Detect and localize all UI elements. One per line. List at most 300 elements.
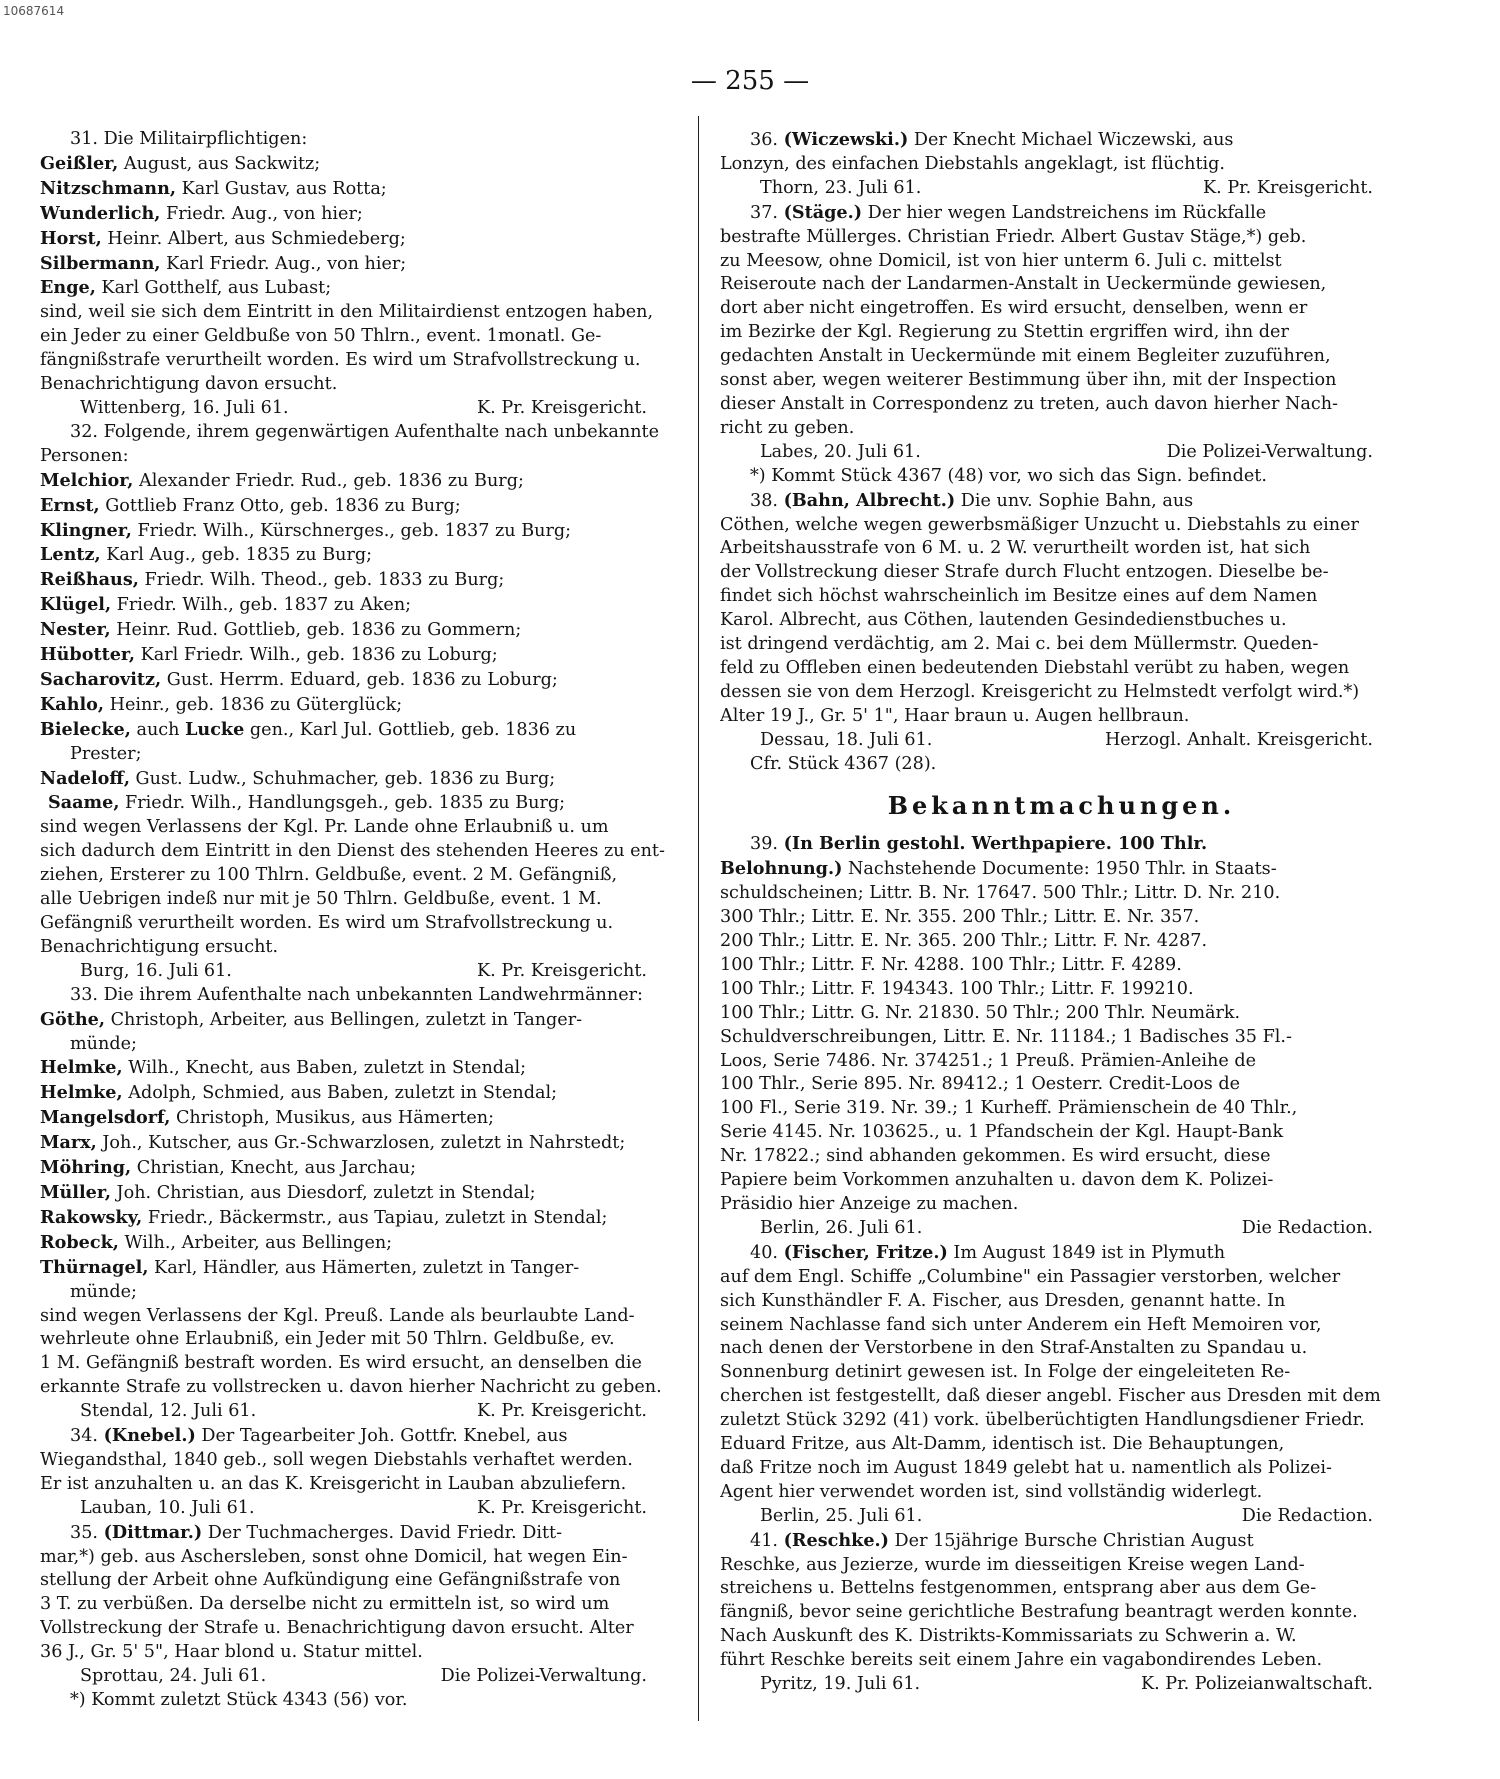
issuing-authority: Die Redaction. [1241, 1505, 1373, 1526]
issuing-authority: Die Polizei-Verwaltung. [440, 1666, 647, 1687]
text-line [720, 1337, 1403, 1361]
text-segment: Heinr. Albert, aus Schmiedeberg; [101, 228, 406, 249]
text-segment: dessen sie von dem Herzogl. Kreisgericht zu Helmstedt verfolgt wird.*) [720, 681, 1360, 702]
text-line [40, 1206, 677, 1231]
text-line [720, 633, 1403, 657]
text-line [720, 1554, 1403, 1578]
highlighted-name: Kahlo, [40, 693, 105, 715]
text-segment: sich dadurch dem Eintritt in den Dienst des stehenden Heeres zu ent- [40, 841, 665, 862]
text-line [40, 668, 677, 693]
text-segment: sind, weil sie sich dem Eintritt in den Militairdienst entzogen haben, [40, 302, 654, 323]
signature-line [40, 1400, 677, 1424]
text-segment: feld zu Offleben einen bedeutenden Diebstahl verübt zu haben, wegen [720, 657, 1350, 678]
text-segment: 100 Thlr.; Littr. F. 194343. 100 Thlr.; Littr. F. 199210. [720, 978, 1194, 999]
text-line [40, 1231, 677, 1256]
highlighted-name: Sacharovitz, [40, 668, 162, 690]
text-segment: cherchen ist festgestellt, daß dieser angebl. Fischer aus Dresden mit dem [720, 1386, 1381, 1407]
text-segment: Christian, Knecht, aus Jarchau; [131, 1158, 416, 1179]
highlighted-name: Hübotter, [40, 644, 136, 666]
text-line [40, 1569, 677, 1593]
text-line [40, 519, 677, 544]
text-line [40, 1376, 677, 1400]
text-segment: Heinr., geb. 1836 zu Güterglück; [104, 694, 403, 715]
highlighted-name: Marx, [40, 1132, 97, 1154]
highlighted-name: Geißler, [40, 152, 119, 174]
text-segment: 35. [70, 1522, 104, 1543]
text-segment: Joh., Kutscher, aus Gr.-Schwarzlosen, zuletzt in Nahrstedt; [96, 1133, 626, 1154]
text-line [40, 984, 677, 1008]
text-line [40, 1521, 677, 1546]
place-date: Wittenberg, 16. Juli 61. [80, 397, 289, 418]
text-line [720, 1050, 1403, 1074]
text-segment: erkannte Strafe zu vollstrecken u. davon hierher Nachricht zu geben. [40, 1377, 662, 1398]
text-segment: Karl, Händler, aus Hämerten, zuletzt in Tanger- [148, 1257, 580, 1278]
highlighted-name: Ernst, [40, 494, 100, 516]
text-segment: auf dem Engl. Schiffe „Columbine" ein Passagier verstorben, welcher [720, 1266, 1341, 1287]
text-segment: ein Jeder zu einer Geldbuße von 50 Thlrn., event. 1monatl. Ge- [40, 326, 602, 347]
highlighted-name: Klingner, [40, 519, 132, 541]
text-segment: Benachrichtigung davon ersucht. [40, 374, 338, 395]
issuing-authority: K. Pr. Kreisgericht. [476, 1497, 647, 1518]
highlighted-name: Nitzschmann, [40, 177, 177, 199]
issuing-authority: Die Polizei-Verwaltung. [1166, 441, 1373, 462]
text-line [40, 152, 677, 177]
text-line [40, 276, 677, 301]
text-line [720, 978, 1403, 1002]
text-segment: Friedr. Wilh., Kürschnerges., geb. 1837 zu Burg; [131, 520, 572, 541]
highlighted-name: (Stäge.) [783, 201, 863, 223]
text-segment: 40. [750, 1242, 784, 1263]
text-line [720, 857, 1403, 882]
place-date: Thorn, 23. Juli 61. [760, 177, 922, 198]
text-line [40, 1593, 677, 1617]
text-segment: Personen: [40, 445, 129, 466]
text-line [720, 1073, 1403, 1097]
text-segment: im Bezirke der Kgl. Regierung zu Stettin ergriffen wird, ihn der [720, 322, 1289, 343]
text-segment: ziehen, Ersterer zu 100 Thlrn. Geldbuße, event. 2 M. Gefängniß, [40, 865, 618, 886]
text-segment: Der Knecht Michael Wiczewski, aus [908, 130, 1234, 150]
text-segment: Im August 1849 ist in Plymuth [947, 1242, 1226, 1263]
text-line [40, 791, 677, 816]
place-date: Stendal, 12. Juli 61. [80, 1401, 257, 1422]
highlighted-name: Reißhaus, [40, 569, 139, 591]
text-line [40, 1056, 677, 1081]
text-segment: Reiseroute nach der Landarmen-Anstalt in Ueckermünde gewiesen, [720, 274, 1327, 295]
highlighted-name: Belohnung.) [720, 858, 843, 880]
text-line [720, 585, 1403, 609]
text-segment: 300 Thlr.; Littr. E. Nr. 355. 200 Thlr.; Littr. E. Nr. 357. [720, 907, 1200, 928]
highlighted-name: Mangelsdorf, [40, 1107, 171, 1129]
text-segment: 100 Thlr.; Littr. G. Nr. 21830. 50 Thlr.; 200 Thlr. Neumärk. [720, 1002, 1241, 1023]
text-segment: Eduard Fritze, aus Alt-Damm, identisch ist. Die Behauptungen, [720, 1434, 1285, 1455]
text-segment: schuldscheinen; Littr. B. Nr. 17647. 500 Thlr.; Littr. D. Nr. 210. [720, 883, 1281, 904]
text-segment: Karl Aug., geb. 1835 zu Burg; [100, 545, 373, 566]
text-segment: 36 J., Gr. 5' 5", Haar blond u. Statur mittel. [40, 1642, 423, 1663]
text-line [720, 930, 1403, 954]
text-line [40, 1617, 677, 1641]
text-segment: gedachten Anstalt in Ueckermünde mit einem Begleiter zuzuführen, [720, 346, 1331, 367]
highlighted-name: Thürnagel, [40, 1256, 149, 1278]
text-line [40, 840, 677, 864]
text-segment: zu Meesow, ohne Domicil, ist von hier unterm 6. Juli c. mittelst [720, 250, 1282, 271]
text-segment: Der Tuchmacherges. David Friedr. Ditt- [202, 1522, 563, 1543]
text-line [720, 1529, 1403, 1554]
text-segment: Friedr. Wilh., geb. 1837 zu Aken; [111, 595, 412, 616]
text-line [40, 1106, 677, 1131]
text-segment: *) Kommt zuletzt Stück 4343 (56) vor. [70, 1690, 408, 1710]
text-line [40, 643, 677, 668]
text-segment: Nr. 17822.; sind abhanden gekommen. Es wird ersucht, diese [720, 1146, 1271, 1167]
highlighted-name: (Bahn, Albrecht.) [783, 489, 956, 511]
text-segment: Wilh., Arbeiter, aus Bellingen; [118, 1232, 393, 1253]
text-segment: alle Uebrigen indeß nur mit je 50 Thlrn. Geldbuße, event. 1 M. [40, 889, 602, 910]
text-segment: Papiere beim Vorkommen anzuhalten u. davon dem K. Polizei- [720, 1170, 1274, 1191]
place-date: Sprottau, 24. Juli 61. [80, 1666, 267, 1687]
text-segment: Serie 4145. Nr. 103625., u. 1 Pfandschein der Kgl. Haupt-Bank [720, 1122, 1284, 1143]
text-line [40, 1449, 677, 1473]
text-line [40, 718, 677, 743]
issuing-authority: K. Pr. Polizeianwaltschaft. [1140, 1674, 1373, 1695]
text-segment: *) Kommt Stück 4367 (48) vor, wo sich das Sign. befindet. [750, 465, 1267, 486]
highlighted-name: Saame, [48, 792, 120, 814]
text-line [720, 201, 1403, 226]
text-line [720, 1266, 1403, 1290]
text-segment: Joh. Christian, aus Diesdorf, zuletzt in Stendal; [110, 1182, 536, 1203]
text-segment: Wilh., Knecht, aus Baben, zuletzt in Stendal; [122, 1058, 527, 1079]
text-segment: sind wegen Verlassens der Kgl. Preuß. Lande als beurlaubte Land- [40, 1305, 635, 1326]
page-number: — 255 — [690, 66, 810, 96]
text-line [40, 227, 677, 252]
text-line [720, 1361, 1403, 1385]
highlighted-name: Helmke, [40, 1057, 123, 1079]
text-line [40, 1546, 677, 1570]
signature-line [40, 1497, 677, 1521]
text-line [40, 1156, 677, 1181]
text-segment: richt zu geben. [720, 417, 855, 438]
issuing-authority: K. Pr. Kreisgericht. [476, 960, 647, 981]
text-segment: Karl Gotthelf, aus Lubast; [95, 278, 332, 299]
scan-id: 10687614 [3, 4, 65, 18]
text-line [720, 393, 1403, 417]
text-segment: Karol. Albrecht, aus Cöthen, lautenden Gesindedienstbuches u. [720, 610, 1287, 631]
text-segment: münde; [70, 1033, 137, 1054]
text-line [40, 816, 677, 840]
text-line [40, 1328, 677, 1352]
text-line [720, 369, 1403, 393]
highlighted-name: Silbermann, [40, 252, 161, 274]
place-date: Lauban, 10. Juli 61. [80, 1497, 255, 1518]
text-segment: Prester; [70, 743, 142, 764]
text-line [720, 514, 1403, 538]
text-segment: 37. [750, 202, 784, 223]
text-segment: ist dringend verdächtig, am 2. Mai c. bei dem Müllermstr. Queden- [720, 634, 1319, 655]
text-line [720, 537, 1403, 561]
text-line [40, 568, 677, 593]
text-segment: bestrafte Müllerges. Christian Friedr. Albert Gustav Stäge,*) geb. [720, 226, 1307, 247]
highlighted-name: Klügel, [40, 594, 112, 616]
text-segment: Die unv. Sophie Bahn, aus [955, 490, 1194, 511]
text-line [40, 767, 677, 792]
text-line [40, 202, 677, 227]
text-line [40, 1281, 677, 1305]
text-segment: Friedr. Wilh. Theod., geb. 1833 zu Burg; [138, 570, 505, 591]
text-segment: 38. [750, 490, 784, 511]
highlighted-name: (Reschke.) [783, 1529, 889, 1551]
text-segment: daß Fritze noch im August 1849 gelebt hat u. namentlich als Polizei- [720, 1457, 1332, 1478]
text-segment: Cöthen, welche wegen gewerbsmäßiger Unzucht u. Diebstahls zu einer [720, 514, 1359, 535]
text-segment: wehrleute ohne Erlaubniß, ein Jeder mit 50 Thlrn. Geldbuße, ev. [40, 1329, 615, 1350]
text-line [720, 1026, 1403, 1050]
text-segment: 200 Thlr.; Littr. E. Nr. 365. 200 Thlr.; Littr. F. Nr. 4287. [720, 931, 1208, 951]
text-segment: Wiegandsthal, 1840 geb., soll wegen Diebstahls verhaftet werden. [40, 1449, 633, 1470]
text-segment: Karl Gustav, aus Rotta; [176, 178, 387, 199]
text-line [720, 297, 1403, 321]
text-line [720, 657, 1403, 681]
text-segment: Nach Auskunft des K. Distrikts-Kommissariats zu Schwerin a. W. [720, 1626, 1297, 1647]
text-segment: Adolph, Schmied, aus Baben, zuletzt in Stendal; [122, 1083, 558, 1104]
text-segment: 1 M. Gefängniß bestraft worden. Es wird ersucht, an denselben die [40, 1353, 642, 1374]
text-line [720, 489, 1403, 514]
text-segment: Schuldverschreibungen, Littr. E. Nr. 11184.; 1 Badisches 35 Fl.- [720, 1026, 1292, 1047]
text-segment: 33. Die ihrem Aufenthalte nach unbekannten Landwehrmänner: [70, 984, 643, 1005]
text-segment: Benachrichtigung ersucht. [40, 936, 279, 957]
column-divider [698, 116, 699, 1721]
text-line [40, 864, 677, 888]
text-line [720, 1314, 1403, 1338]
text-segment: Nachstehende Documente: 1950 Thlr. in Staats- [842, 859, 1277, 880]
text-line [40, 494, 677, 519]
text-line [40, 1424, 677, 1449]
signature-line [720, 729, 1403, 753]
text-segment: mar,*) geb. aus Aschersleben, sonst ohne Domicil, hat wegen Ein- [40, 1546, 628, 1567]
text-segment: Reschke, aus Jezierze, wurde im diesseitigen Kreise wegen Land- [720, 1554, 1305, 1575]
text-segment: dort aber nicht eingetroffen. Es wird ersucht, denselben, wenn er [720, 298, 1308, 319]
text-line [720, 1121, 1403, 1145]
text-line [40, 618, 677, 643]
text-segment: seinem Nachlasse fand sich unter Anderem ein Heft Memoiren vor, [720, 1314, 1322, 1335]
text-segment: Der 15jährige Bursche Christian August [888, 1530, 1254, 1551]
text-line [40, 1352, 677, 1376]
text-segment: 32. Folgende, ihrem gegenwärtigen Aufenthalte nach unbekannte [70, 421, 660, 442]
text-segment: 31. Die Militairpflichtigen: [70, 129, 308, 149]
text-segment: auch [130, 719, 186, 740]
text-line [40, 373, 677, 397]
highlighted-name: Göthe, [40, 1008, 105, 1030]
text-segment: Cfr. Stück 4367 (28). [750, 753, 937, 774]
highlighted-name: Enge, [40, 277, 96, 299]
highlighted-name: Lucke [185, 718, 245, 740]
text-segment: Arbeitshausstrafe von 6 M. u. 2 W. verurtheilt worden ist, hat sich [720, 538, 1311, 559]
text-segment: sonst aber, wegen weiterer Bestimmung über ihn, mit der Inspection [720, 370, 1337, 391]
text-line [720, 1457, 1403, 1481]
text-line [720, 128, 1403, 153]
highlighted-name: Möhring, [40, 1157, 132, 1179]
text-line [720, 1433, 1403, 1457]
text-line [40, 1033, 677, 1057]
text-segment: Heinr. Rud. Gottlieb, geb. 1836 zu Gommern; [110, 620, 522, 641]
text-line [40, 445, 677, 469]
text-line [720, 153, 1403, 177]
text-segment: Gottlieb Franz Otto, geb. 1836 zu Burg; [99, 495, 461, 516]
text-segment: 36. [750, 130, 784, 150]
issuing-authority: K. Pr. Kreisgericht. [1202, 177, 1373, 198]
text-line [720, 1385, 1403, 1409]
text-segment: Gust. Herrm. Eduard, geb. 1836 zu Loburg; [161, 669, 558, 690]
text-line [720, 1577, 1403, 1601]
text-line [40, 1008, 677, 1033]
text-line [720, 1625, 1403, 1649]
signature-line [40, 397, 677, 421]
signature-line [40, 1665, 677, 1689]
text-segment: Lonzyn, des einfachen Diebstahls angeklagt, ist flüchtig. [720, 153, 1226, 174]
text-segment: Der hier wegen Landstreichens im Rückfalle [862, 202, 1267, 223]
text-segment: 100 Fl., Serie 319. Nr. 39.; 1 Kurheff. Prämienschein de 40 Thlr., [720, 1098, 1298, 1119]
text-segment: Vollstreckung der Strafe u. Benachrichtigung davon ersucht. Alter [40, 1618, 634, 1639]
text-line [720, 906, 1403, 930]
text-line [40, 1181, 677, 1206]
text-segment: gen., Karl Jul. Gottlieb, geb. 1836 zu [244, 719, 577, 740]
right-column [720, 128, 1403, 1697]
text-segment: Er ist anzuhalten u. an das K. Kreisgericht in Lauban abzuliefern. [40, 1473, 627, 1494]
text-segment: nach denen der Verstorbene in den Straf-Anstalten zu Spandau u. [720, 1338, 1308, 1359]
text-line [720, 561, 1403, 585]
place-date: Dessau, 18. Juli 61. [760, 729, 933, 750]
text-segment: Gefängniß verurtheilt worden. Es wird um Strafvollstreckung u. [40, 913, 614, 933]
text-line [40, 469, 677, 494]
text-segment: stellung der Arbeit ohne Aufkündigung eine Gefängnißstrafe von [40, 1570, 621, 1591]
issuing-authority: Die Redaction. [1241, 1217, 1373, 1238]
signature-line [720, 441, 1403, 465]
text-line [40, 743, 677, 767]
highlighted-name: Nadeloff, [40, 767, 130, 789]
highlighted-name: (Wiczewski.) [783, 129, 909, 150]
text-line [40, 593, 677, 618]
text-line [720, 1145, 1403, 1169]
highlighted-name: Robeck, [40, 1231, 119, 1253]
text-line [40, 1473, 677, 1497]
text-segment: münde; [70, 1281, 137, 1302]
signature-line [720, 1217, 1403, 1241]
highlighted-name: Bielecke, [40, 718, 131, 740]
text-line [720, 226, 1403, 250]
highlighted-name: Wunderlich, [40, 202, 161, 224]
highlighted-name: Helmke, [40, 1082, 123, 1104]
text-line [720, 1241, 1403, 1266]
text-segment: der Vollstreckung dieser Strafe durch Flucht entzogen. Dieselbe be- [720, 562, 1329, 583]
text-segment: 41. [750, 1530, 784, 1551]
text-line [720, 954, 1403, 978]
text-line [40, 1131, 677, 1156]
text-segment: dieser Anstalt in Correspondenz zu treten, auch davon hierher Nach- [720, 393, 1339, 414]
text-line [40, 1305, 677, 1329]
text-segment: führt Reschke bereits seit einem Jahre ein vagabondirendes Leben. [720, 1650, 1323, 1671]
text-line [40, 1689, 677, 1713]
text-segment: Agent hier verwendet worden ist, sind vollständig widerlegt. [720, 1481, 1263, 1502]
left-column [40, 128, 677, 1713]
place-date: Labes, 20. Juli 61. [760, 441, 921, 462]
text-line [40, 177, 677, 202]
text-segment: Karl Friedr. Wilh., geb. 1836 zu Loburg; [135, 645, 498, 666]
text-line [720, 681, 1403, 705]
text-line [720, 417, 1403, 441]
place-date: Pyritz, 19. Juli 61. [760, 1674, 921, 1695]
text-segment: Christoph, Musikus, aus Hämerten; [170, 1108, 494, 1129]
text-segment: 34. [70, 1426, 104, 1447]
text-segment: fängniß, bevor seine gerichtliche Bestrafung beantragt werden konnte. [720, 1602, 1358, 1623]
text-line [720, 1409, 1403, 1433]
text-segment: August, aus Sackwitz; [118, 153, 321, 174]
text-line [40, 912, 677, 936]
issuing-authority: Herzogl. Anhalt. Kreisgericht. [1104, 729, 1373, 750]
text-line [40, 1081, 677, 1106]
highlighted-name: (Fischer, Fritze.) [783, 1241, 948, 1263]
highlighted-name: (In Berlin gestohl. Werthpapiere. 100 Thlr. [783, 833, 1208, 855]
text-segment: Karl Friedr. Aug., von hier; [160, 253, 407, 274]
place-date: Burg, 16. Juli 61. [80, 960, 232, 981]
issuing-authority: K. Pr. Kreisgericht. [476, 1401, 647, 1422]
text-line [40, 1641, 677, 1665]
text-line [720, 832, 1403, 857]
text-segment: Alexander Friedr. Rud., geb. 1836 zu Burg; [133, 470, 524, 491]
text-line [720, 705, 1403, 729]
text-line [720, 753, 1403, 777]
highlighted-name: (Dittmar.) [103, 1521, 203, 1543]
text-line [720, 1097, 1403, 1121]
text-line [720, 1601, 1403, 1625]
highlighted-name: Horst, [40, 227, 102, 249]
text-segment: zuletzt Stück 3292 (41) vork. übelberüchtigten Handlungsdiener Friedr. [720, 1410, 1365, 1431]
signature-line [720, 177, 1403, 201]
text-line [40, 543, 677, 568]
place-date: Berlin, 25. Juli 61. [760, 1505, 923, 1526]
text-line [720, 1169, 1403, 1193]
text-segment: sich Kunsthändler F. A. Fischer, aus Dresden, genannt hatte. In [720, 1290, 1286, 1311]
text-line [40, 349, 677, 373]
text-segment: sind wegen Verlassens der Kgl. Pr. Lande ohne Erlaubniß u. um [40, 817, 609, 838]
text-segment: Sonnenburg detinirt gewesen ist. In Folge der eingeleiteten Re- [720, 1362, 1291, 1383]
text-line [40, 252, 677, 277]
text-segment: streichens u. Bettelns festgenommen, entsprang aber aus dem Ge- [720, 1578, 1317, 1599]
highlighted-name: Nester, [40, 619, 111, 641]
highlighted-name: Lentz, [40, 544, 101, 566]
text-line [40, 936, 677, 960]
text-line [720, 1193, 1403, 1217]
highlighted-name: (Knebel.) [103, 1425, 196, 1447]
highlighted-name: Müller, [40, 1181, 111, 1203]
text-line [40, 1256, 677, 1281]
text-segment: 39. [750, 834, 784, 855]
text-segment: Christoph, Arbeiter, aus Bellingen, zuletzt in Tanger- [105, 1009, 583, 1030]
text-line [720, 609, 1403, 633]
text-segment: Gust. Ludw., Schuhmacher, geb. 1836 zu Burg; [129, 768, 556, 789]
text-line [40, 693, 677, 718]
text-segment: Alter 19 J., Gr. 5' 1", Haar braun u. Augen hellbraun. [720, 705, 1190, 726]
text-line [720, 1290, 1403, 1314]
section-heading: Bekanntmachungen. [887, 791, 1236, 821]
text-segment: 3 T. zu verbüßen. Da derselbe nicht zu ermitteln ist, so wird um [40, 1594, 610, 1615]
text-segment: fängnißstrafe verurtheilt worden. Es wird um Strafvollstreckung u. [40, 350, 641, 371]
text-segment: Friedr., Bäckermstr., aus Tapiau, zuletzt in Stendal; [142, 1207, 608, 1228]
text-line [720, 273, 1403, 297]
signature-line [40, 960, 677, 984]
text-segment: 100 Thlr., Serie 895. Nr. 89412.; 1 Oesterr. Credit-Loos de [720, 1074, 1241, 1095]
place-date: Berlin, 26. Juli 61. [760, 1217, 923, 1238]
text-line [720, 1002, 1403, 1026]
text-segment: Loos, Serie 7486. Nr. 374251.; 1 Preuß. Prämien-Anleihe de [720, 1050, 1257, 1071]
signature-line [720, 1505, 1403, 1529]
text-line [720, 465, 1403, 489]
text-line [720, 1649, 1403, 1673]
